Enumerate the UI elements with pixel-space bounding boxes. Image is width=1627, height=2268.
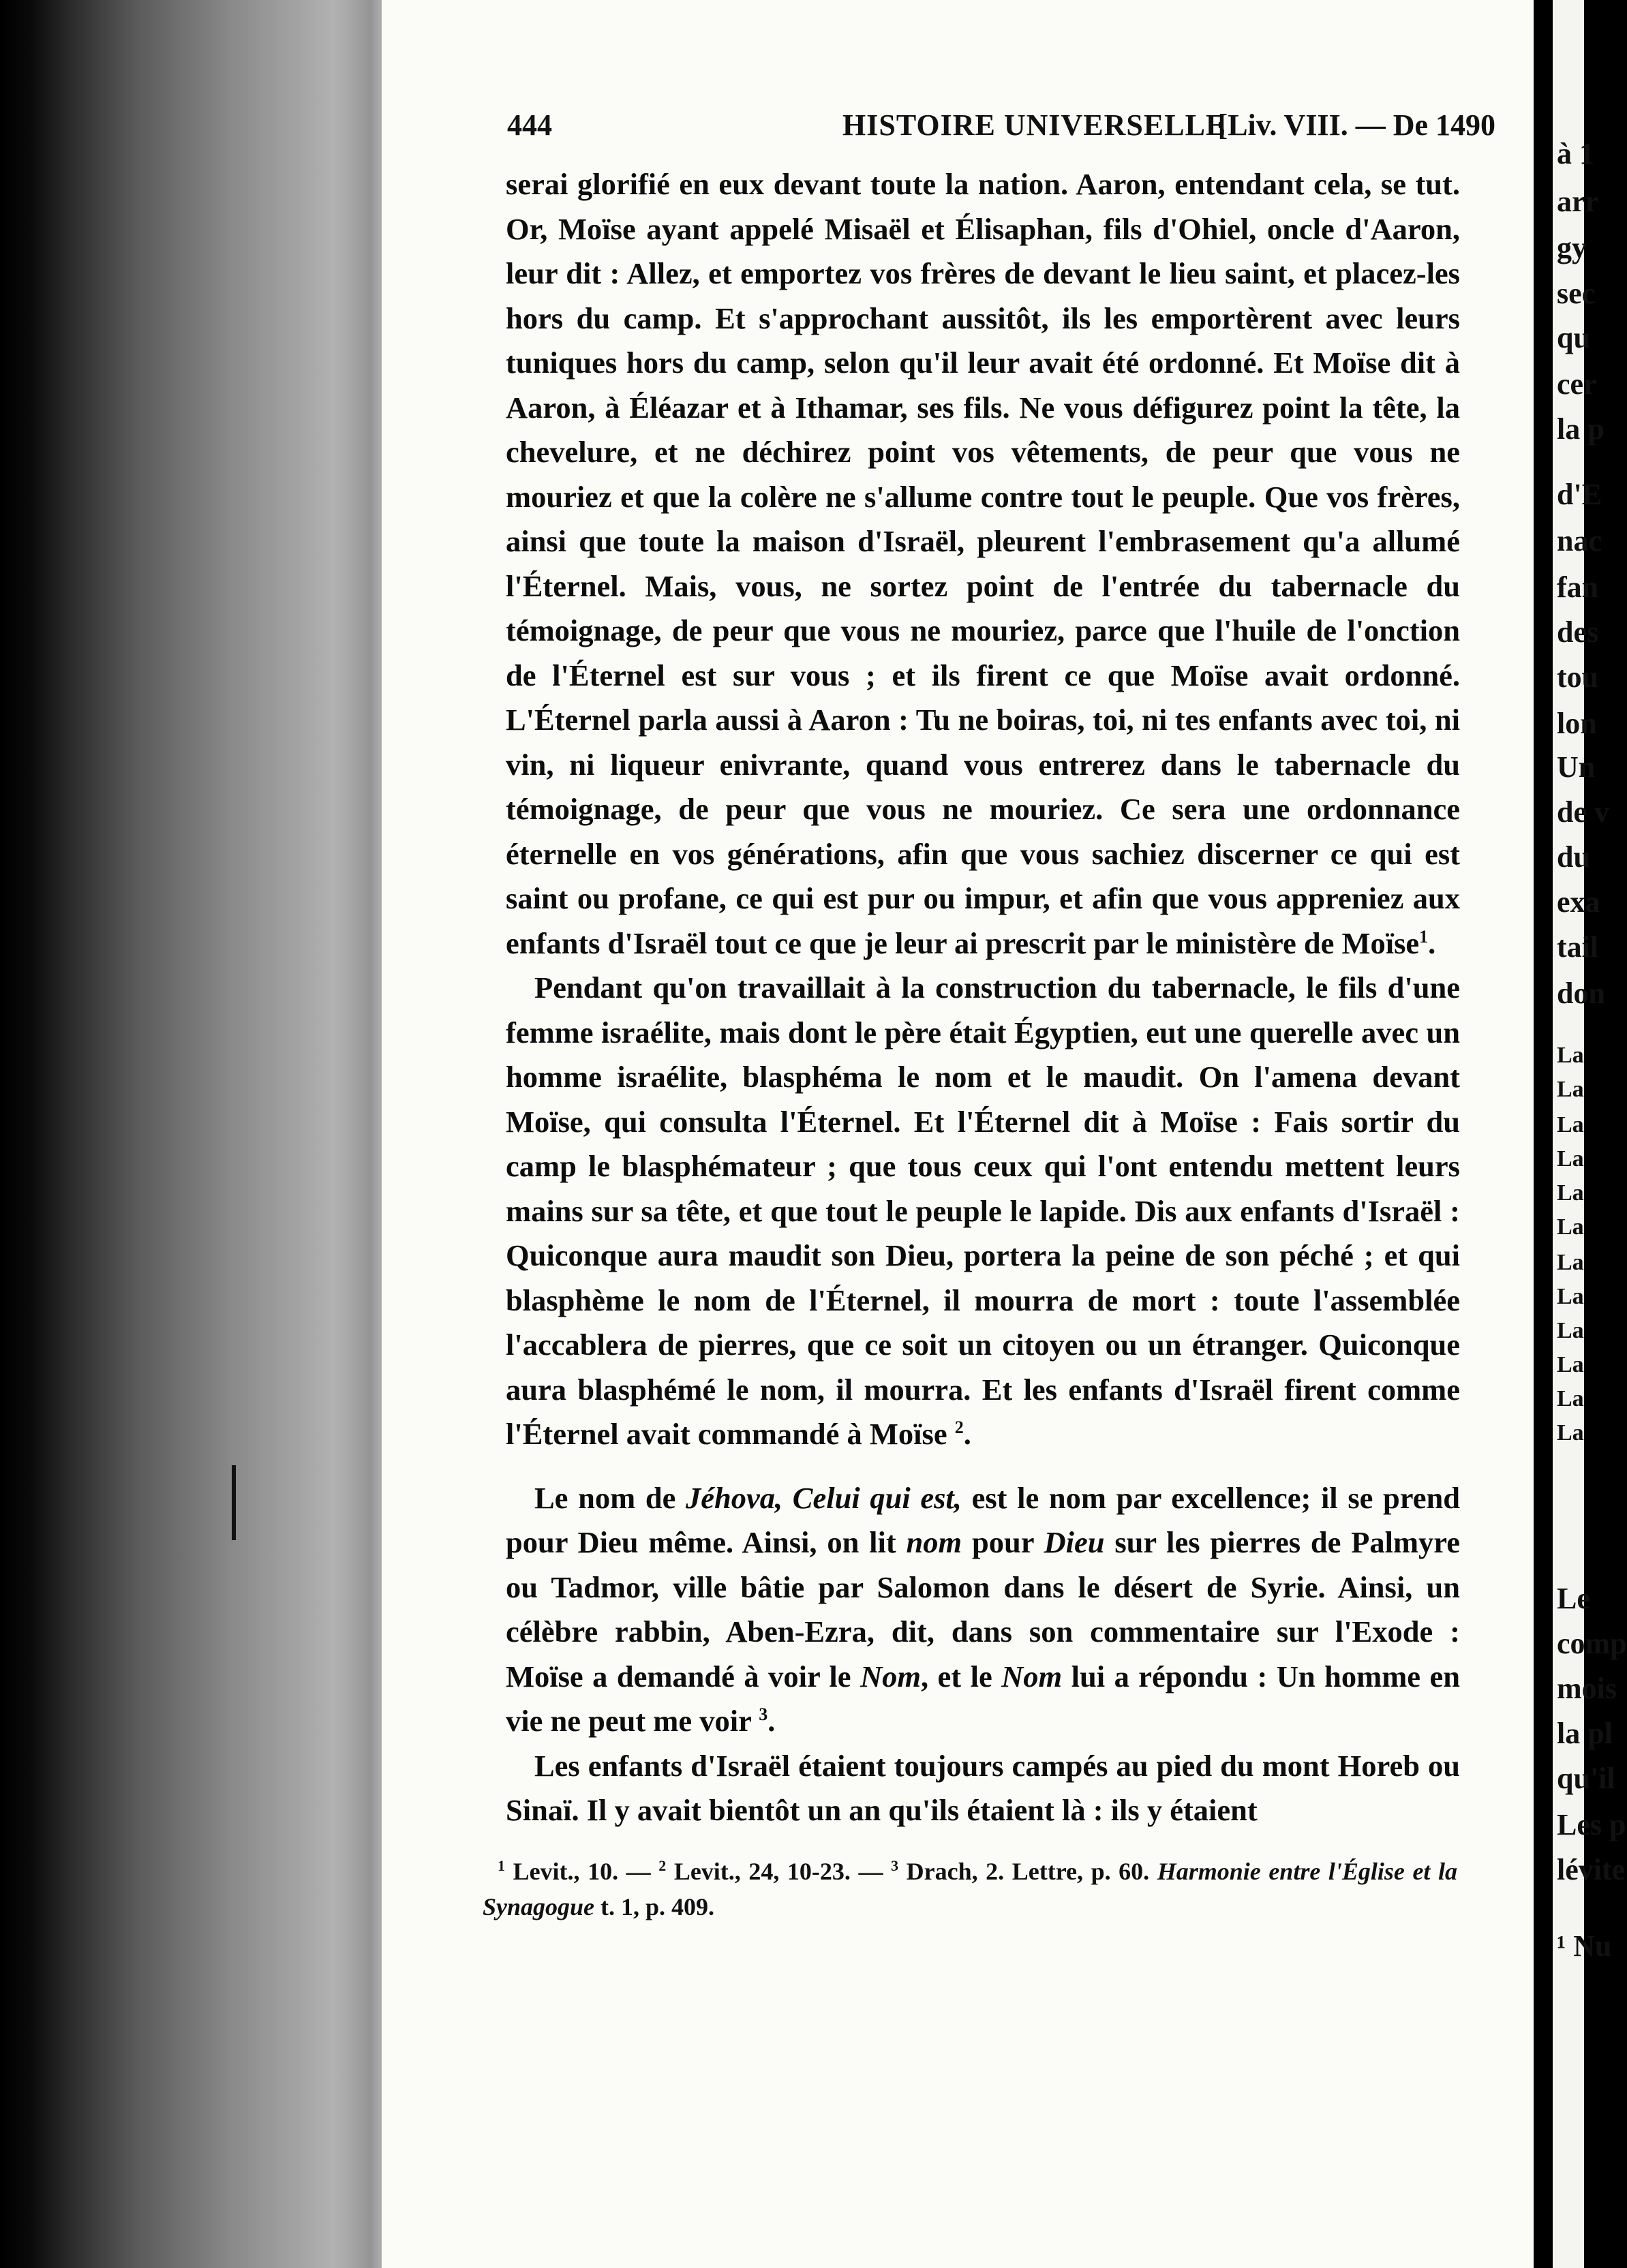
next-page-line: La (1557, 1180, 1584, 1206)
next-page-line: des (1557, 615, 1599, 649)
next-page-line: La (1557, 1420, 1584, 1445)
next-page-line: gy (1557, 231, 1587, 264)
next-page-line: comp (1557, 1627, 1627, 1660)
next-page-line: don (1557, 977, 1605, 1010)
next-page-line: cer (1557, 367, 1597, 401)
next-page-line: à 1 (1557, 137, 1594, 170)
next-page-line: du (1557, 840, 1590, 874)
footnote-ref-2: 2 (954, 1418, 964, 1438)
next-page-line: La (1557, 1250, 1584, 1275)
next-page-line: tail (1557, 930, 1599, 964)
next-page-line: ¹ Nu (1557, 1929, 1612, 1963)
next-page-line: La (1557, 1352, 1584, 1377)
next-page-line: qu (1557, 321, 1590, 354)
main-text (506, 162, 1460, 1833)
page-number: 444 (507, 108, 552, 142)
book-range: [Liv. VIII. — De 1490 (1217, 108, 1495, 142)
next-page-line: nac (1557, 524, 1602, 557)
next-page-line: de v (1557, 795, 1609, 829)
paragraph-3: Le nom de Jéhova, Celui qui est, est le nom par excellence; il se prend pour Dieu même. Ainsi, on lit nom pour Dieu sur les pierres de Palmyre ou Tadmor, ville bâtie par Salomon dans le désert de Syrie. Ainsi, un célèbre rabbin, Aben-Ezra, dit, dans son commentaire sur l'Exode : Moïse a demandé à voir le Nom, et le Nom lui a répondu : Un homme en vie ne peut me voir $^3$. (506, 1480, 1460, 1738)
paragraph-1: serai glorifié en eux devant toute la nation. Aaron, entendant cela, se tut. Or, Moïse ayant appelé Misaël et Élisaphan, fils d'Ohiel, oncle d'Aaron, leur dit : Allez, et emportez vos frères de devant le lieu saint, et placez-les hors du camp. Et s'approchant aussitôt, ils les emportèrent avec leurs tuniques hors du camp, selon qu'il leur avait été ordonné. Et Moïse dit à Aaron, à Éléazar et à Ithamar, ses fils. Ne vous défigurez point la tête, la chevelure, et ne déchirez point vos vêtements, de peur que vous ne mouriez et que la colère ne s'allume contre tout le peuple. Que vos frères, ainsi que toute la maison d'Israël, pleurent l'embrasement qu'a allumé l'Éternel. Mais, vous, ne sortez point de l'entrée du tabernacle du témoignage, de peur que vous ne mouriez, parce que l'huile de l'onction de l'Éternel est sur vous ; et ils firent ce que Moïse avait ordonné. L'Éternel parla aussi à Aaron : Tu ne boiras, toi, ni tes enfants avec toi, ni vin, ni liqueur enivrante, quand vous entrerez dans le tabernacle du témoignage, de peur que vous ne mouriez. Ce sera une ordonnance éternelle en vos générations, afin que vous sachiez discerner ce qui est saint ou profane, ce qui est pur ou impur, et afin que vous appreniez aux enfants d'Israël tout ce que je leur ai prescrit par le ministère de Moïse$^1$. (506, 167, 1460, 960)
next-page-line: Les p (1557, 1808, 1626, 1841)
next-page-line: d'E (1557, 478, 1602, 511)
next-page-line: Le (1557, 1582, 1590, 1615)
paragraph-2: Pendant qu'on travaillait à la construction du tabernacle, le fils d'une femme israélite, mais dont le père était Égyptien, eut une querelle avec un homme israélite, blasphéma le nom et le maudit. On l'amena devant Moïse, qui consulta l'Éternel. Et l'Éternel dit à Moïse : Fais sortir du camp le blasphémateur ; que tous ceux qui l'ont entendu mettent leurs mains sur sa tête, et que tout le peuple le lapide. Dis aux enfants d'Israël : Quiconque aura maudit son Dieu, portera la peine de son péché ; et qui blasphème le nom de l'Éternel, il mourra de mort : toute l'assemblée l'accablera de pierres, que ce soit un citoyen ou un étranger. Quiconque aura blasphémé le nom, il mourra. Et les enfants d'Israël firent comme l'Éternel avait commandé à Moïse $^2$. (506, 970, 1460, 1451)
next-page-line: la pl (1557, 1717, 1613, 1750)
next-page-line: qu'il (1557, 1762, 1615, 1795)
next-page-line: arr (1557, 185, 1599, 218)
next-page-line: La (1557, 1386, 1584, 1411)
next-page-line: La (1557, 1214, 1584, 1240)
paragraph-4: Les enfants d'Israël étaient toujours campés au pied du mont Horeb ou Sinaï. Il y avait bientôt un an qu'ils étaient là : ils y étaient (506, 1748, 1460, 1827)
footnotes (483, 1854, 1457, 1925)
running-header (507, 108, 1495, 149)
next-page-line: sec (1557, 277, 1596, 310)
binding-mark (232, 1465, 236, 1540)
footnote-line: $^1$ Levit., 10. — $^2$ Levit., 24, 10-23. — $^3$ Drach, 2. Lettre, p. 60. Harmonie entre l'Église et la Synagogue t. 1, p. 409. (483, 1857, 1457, 1920)
running-title: HISTOIRE UNIVERSELLE (842, 108, 1227, 142)
next-page-line: La (1557, 1284, 1584, 1309)
next-page-line: lon (1557, 707, 1597, 740)
book-spine (0, 0, 389, 2268)
next-page-line: Un (1557, 750, 1596, 784)
next-page-line: La (1557, 1077, 1584, 1102)
next-page-line: La (1557, 1112, 1584, 1137)
next-page-line: la p (1557, 412, 1605, 446)
next-page-line: La (1557, 1043, 1584, 1068)
next-page-line: fan (1557, 570, 1599, 604)
next-page-edge (1553, 0, 1627, 2268)
next-page-line: tou (1557, 660, 1599, 694)
next-page-line: La (1557, 1318, 1584, 1343)
footnote-ref-3: 3 (759, 1704, 768, 1725)
footnote-ref-1: 1 (1419, 926, 1429, 947)
next-page-line: mois (1557, 1672, 1617, 1705)
next-page-line: exa (1557, 885, 1600, 919)
next-page-line: lévite (1557, 1853, 1626, 1886)
next-page-line: La (1557, 1146, 1584, 1171)
